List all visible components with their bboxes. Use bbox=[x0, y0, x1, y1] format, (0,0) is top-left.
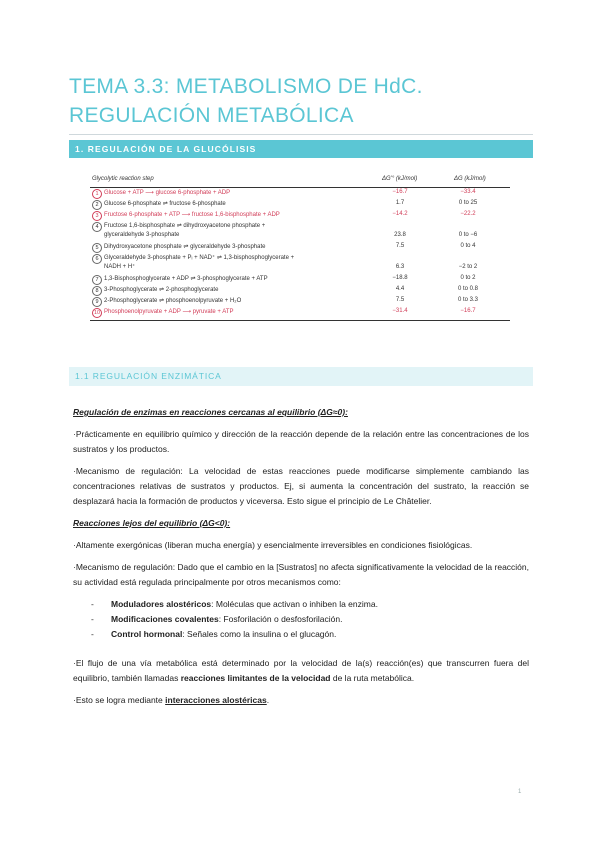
step-number: 4 bbox=[92, 222, 102, 232]
reaction-step: Glucose 6-phosphate ⇌ fructose 6-phosphate bbox=[104, 201, 226, 207]
step-number: 6 bbox=[92, 254, 102, 264]
reaction-step: Dihydroxyacetone phosphate ⇌ glyceraldehyde 3-phosphate bbox=[104, 244, 266, 250]
bullet-term: Modificaciones covalentes bbox=[111, 614, 219, 624]
bullet-desc: : Señales como la insulina o el glucagón. bbox=[182, 629, 337, 639]
table-row bbox=[90, 221, 510, 242]
table-row bbox=[90, 253, 510, 274]
table-row bbox=[90, 210, 510, 221]
dg-value: −2 to 2 bbox=[458, 264, 478, 270]
list-item bbox=[73, 612, 529, 627]
text: ·El flujo de una vía metabólica está determinado por la velocidad de la(s) reacción(es) que transcurren fuera del equilibrio, también llamadas bbox=[73, 658, 529, 683]
dg0-value: 23.8 bbox=[394, 232, 406, 238]
paragraph bbox=[73, 656, 529, 686]
dg-value: 0 to −6 bbox=[458, 232, 478, 238]
body-text bbox=[73, 405, 529, 715]
step-number: 8 bbox=[92, 286, 102, 296]
bullet-desc: : Fosforilación o desfosforilación. bbox=[218, 614, 343, 624]
step-number: 2 bbox=[92, 200, 102, 210]
dg0-value: 1.7 bbox=[395, 200, 405, 206]
table-header bbox=[90, 173, 510, 188]
page-title: TEMA 3.3: METABOLISMO DE HdC. REGULACIÓN METABÓLICA bbox=[69, 75, 423, 127]
text: ·Esto se logra mediante bbox=[73, 695, 166, 705]
table-row bbox=[90, 285, 510, 296]
list-item bbox=[73, 627, 529, 642]
table-body bbox=[90, 188, 510, 318]
page-number: 1 bbox=[518, 789, 522, 795]
dg0-value: 7.5 bbox=[395, 243, 405, 249]
table-row bbox=[90, 296, 510, 307]
subsection-header-label: 1.1 REGULACIÓN ENZIMÁTICA bbox=[75, 371, 222, 381]
reaction-step: Fructose 6-phosphate + ATP ⟶ fructose 1,6-bisphosphate + ADP bbox=[104, 212, 280, 218]
dg-value: 0 to 4 bbox=[460, 243, 476, 249]
glycolysis-table bbox=[90, 173, 510, 321]
step-number: 9 bbox=[92, 297, 102, 307]
header-step: Glycolytic reaction step bbox=[92, 176, 154, 182]
mechanisms-list bbox=[73, 597, 529, 642]
step-number: 1 bbox=[92, 189, 102, 199]
reaction-step: Phosphoenolpyruvate + ADP ⟶ pyruvate + ATP bbox=[104, 309, 234, 315]
reaction-step: 2-Phosphoglycerate ⇌ phosphoenolpyruvate + H₂O bbox=[104, 298, 242, 304]
reaction-step: Fructose 1,6-bisphosphate ⇌ dihydroxyacetone phosphate + glyceraldehyde 3-phosphate bbox=[104, 223, 266, 238]
dg0-value: 7.5 bbox=[395, 297, 405, 303]
step-number: 5 bbox=[92, 243, 102, 253]
step-number: 10 bbox=[93, 310, 101, 316]
header-dg0: ΔG'° (kJ/mol) bbox=[382, 176, 418, 182]
dg0-value: −31.4 bbox=[392, 308, 408, 314]
title-divider bbox=[69, 134, 533, 135]
paragraph bbox=[73, 693, 529, 708]
dg0-value: −14.2 bbox=[392, 211, 408, 217]
table-bottom-rule bbox=[90, 320, 510, 321]
list-item bbox=[73, 597, 529, 612]
bullet-term: Moduladores alostéricos bbox=[111, 599, 212, 609]
dg0-value: −18.8 bbox=[392, 275, 408, 281]
dg-value: −16.7 bbox=[460, 308, 476, 314]
dg-value: −33.4 bbox=[460, 189, 476, 195]
paragraph: ·Prácticamente en equilibrio químico y dirección de la reacción depende de la relación entre las concentraciones de los sustratos y los productos. bbox=[73, 429, 529, 454]
heading-far-equilibrium: Reacciones lejos del equilibrio (ΔG<0): bbox=[73, 518, 231, 528]
paragraph: ·Mecanismo de regulación: Dado que el cambio en la [Sustratos] no afecta significativamente la velocidad de la reacción, su actividad está regulada principalmente por otros mecanismos como: bbox=[73, 562, 529, 587]
reaction-step: Glyceraldehyde 3-phosphate + Pᵢ + NAD⁺ ⇌ 1,3-bisphosphoglycerate + NADH + H⁺ bbox=[104, 255, 295, 270]
subsection-header-enzymatic bbox=[69, 367, 533, 386]
section-header-glycolysis bbox=[69, 140, 533, 158]
step-number: 3 bbox=[92, 211, 102, 221]
dg-value: 0 to 0.8 bbox=[457, 286, 478, 292]
reaction-step: Glucose + ATP ⟶ glucose 6-phosphate + ADP bbox=[104, 190, 231, 196]
text: . bbox=[266, 695, 270, 705]
dg0-value: −16.7 bbox=[392, 189, 408, 195]
dg-value: 0 to 3.3 bbox=[457, 297, 478, 303]
table-row bbox=[90, 242, 510, 253]
bullet-term: Control hormonal bbox=[111, 629, 183, 639]
dg0-value: 6.3 bbox=[395, 264, 405, 270]
dg-value: 0 to 25 bbox=[458, 200, 478, 206]
heading-near-equilibrium: Regulación de enzimas en reacciones cercanas al equilibrio (ΔG≈0): bbox=[73, 407, 348, 417]
table-row bbox=[90, 274, 510, 285]
table-row bbox=[90, 199, 510, 210]
reaction-step: 3-Phosphoglycerate ⇌ 2-phosphoglycerate bbox=[104, 287, 219, 293]
dg-value: −22.2 bbox=[460, 211, 476, 217]
step-number: 7 bbox=[92, 275, 102, 285]
header-dg: ΔG (kJ/mol) bbox=[454, 176, 486, 182]
section-header-label: 1. REGULACIÓN DE LA GLUCÓLISIS bbox=[75, 144, 257, 154]
dg0-value: 4.4 bbox=[395, 286, 405, 292]
paragraph: ·Mecanismo de regulación: La velocidad de estas reacciones puede modificarse simplemente cambiando las concentraciones relativas de sustratos y productos. Ej, si aumenta la concentración del sustrato, la reacción se desplazará hacia la formación de productos y viceversa. Esto sigue el principio de Le Châtelier. bbox=[73, 466, 529, 506]
bold-underlined-text: interacciones alostéricas bbox=[165, 695, 267, 705]
bold-text: reacciones limitantes de la velocidad bbox=[180, 673, 331, 683]
reaction-step: 1,3-Bisphosphoglycerate + ADP ⇌ 3-phosphoglycerate + ATP bbox=[104, 276, 268, 282]
bullet-desc: : Moléculas que activan o inhiben la enzima. bbox=[211, 599, 378, 609]
paragraph: ·Altamente exergónicas (liberan mucha energía) y esencialmente irreversibles en condiciones fisiológicas. bbox=[73, 540, 473, 550]
dg-value: 0 to 2 bbox=[460, 275, 476, 281]
table-row bbox=[90, 307, 510, 318]
text: de la ruta metabólica. bbox=[330, 673, 415, 683]
table-row bbox=[90, 188, 510, 199]
